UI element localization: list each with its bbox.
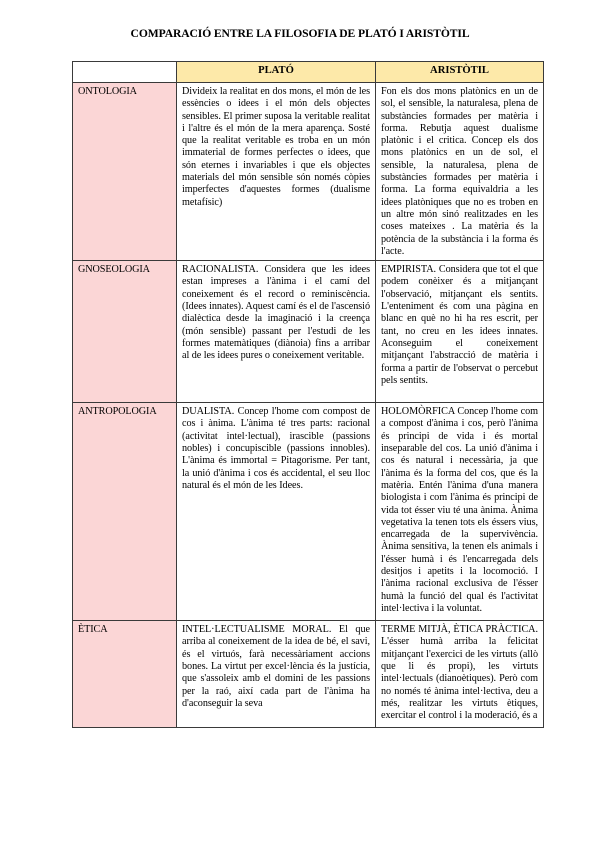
table-row bbox=[73, 261, 544, 403]
header-plato: PLATÓ bbox=[177, 62, 376, 83]
header-aristotil: ARISTÒTIL bbox=[376, 62, 544, 83]
cell-plato-antropologia: DUALISTA. Concep l'home com compost de cos i ànima. L'ànima té tres parts: racional (activitat intel·lectual), irascible (passions nobles) i concupiscible (passions innobles). L'ànima és immortal = Pitagorisme. Per tant, la unió d'ànima i cos és accidental, el seu lloc natural és el món de les Idees. bbox=[177, 403, 376, 621]
row-label-ontologia: ONTOLOGIA bbox=[73, 83, 177, 261]
header-empty-cell bbox=[73, 62, 177, 83]
table-row bbox=[73, 621, 544, 728]
cell-aristotil-antropologia: HOLOMÒRFICA Concep l'home com a compost d'ànima i cos, però l'ànima és principi de vida i és mortal inseparable del cos. La unió d'ànima i cos és natural i necessària, ja que l'ànima és la forma del cos, que és la matèria. Entén l'ànima d'una manera biologista i com l'ànima és principi de vida tot ésser viu té una ànima. Ànima vegetativa la tenen tots els éssers vius, encarregada de la supervivència. Ànima sensitiva, la tenen els animals i l'ésser humà i és l'encarregada dels desitjos i apetits i la locomoció. I l'ànima racional exclusiva de l'ésser humà la funció del qual és l'activitat intel·lectiva i la voluntat. bbox=[376, 403, 544, 621]
cell-plato-gnoseologia: RACIONALISTA. Considera que les idees estan impreses a l'ànima i el camí del coneixement és el record o reminiscència. (Idees innates). Aquest camí és el de l'ascensió dialèctica desde la imaginació i la creença (món sensible) passant per l'estudi de les formes matemàtiques (diànoia) fins a arribar al de les idees pures o coneixement veritable. bbox=[177, 261, 376, 403]
cell-plato-etica: INTEL·LECTUALISME MORAL. El que arriba al coneixement de la idea de bé, el savi, és el virtuós, farà necessàriament accions bones. La virtut per excel·lència és la justícia, que s'assoleix amb el domini de les passions per la raó, així cada part de l'ànima ha d'aconseguir la seva bbox=[177, 621, 376, 728]
comparison-table bbox=[72, 61, 544, 728]
cell-aristotil-etica: TERME MITJÀ, ÈTICA PRÀCTICA. L'ésser humà arriba la felicitat mitjançant l'exercici de les virtuts (allò que li és propi), les virtuts intel·lectuals (dianoètiques). Però com no només té ànima intel·lectiva, deu a més, realitzar les virtuts ètiques, exercitar el control i la moderació, és a bbox=[376, 621, 544, 728]
cell-aristotil-gnoseologia: EMPIRISTA. Considera que tot el que podem conèixer és a mitjançant l'observació, mitjançant els sentits. L'enteniment és com una pàgina en blanc en què no hi ha res escrit, per tant, no creu en les idees innates. Aconseguim el coneixement mitjançant l'abstracció de matèria i forma a partir de l'observat o percebut pels sentits. bbox=[376, 261, 544, 403]
table-header-row bbox=[73, 62, 544, 83]
table-row bbox=[73, 83, 544, 261]
row-label-antropologia: ANTROPOLOGIA bbox=[73, 403, 177, 621]
row-label-gnoseologia: GNOSEOLOGIA bbox=[73, 261, 177, 403]
table-row bbox=[73, 403, 544, 621]
cell-plato-ontologia: Divideix la realitat en dos mons, el món de les essències o idees i el món dels objectes sensibles. El primer suposa la veritable realitat i l'altre és el món de la mera aparença. Sosté que la realitat veritable es troba en un món immaterial de formes perfectes o idees, que són eternes i invariables i que els objectes materials del món sensible són només còpies imperfectes d'aquestes formes (dualisme metafísic) bbox=[177, 83, 376, 261]
cell-aristotil-ontologia: Fon els dos mons platònics en un de sol, el sensible, la naturalesa, plena de substàncies formades per matèria i forma. Rebutja aquest dualisme platònic i el critica. Concep els dos mons platònics en un de sol, el sensible, la naturalesa, plena de substàncies formades per matèria i forma. La forma equivaldria a les idees platòniques que no es troben en un altre món sinó realitzades en les coses mateixes . La matèria és la potència de la substància i la forma és l'acte. bbox=[376, 83, 544, 261]
row-label-etica: ÈTICA bbox=[73, 621, 177, 728]
page-title: COMPARACIÓ ENTRE LA FILOSOFIA DE PLATÓ I ARISTÒTIL bbox=[130, 27, 470, 40]
